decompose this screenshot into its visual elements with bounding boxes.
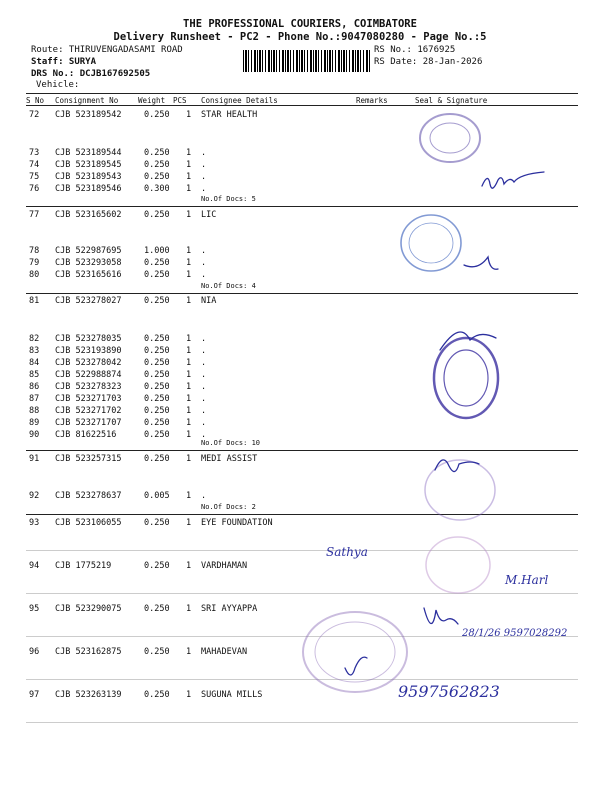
row-consignment-number: CJB 523193890 (55, 346, 122, 356)
row-sno: 81 (29, 296, 40, 306)
row-weight: 0.250 (144, 334, 170, 344)
row-consignment-number: CJB 523189546 (55, 184, 122, 194)
row-weight: 0.300 (144, 184, 170, 194)
stamp-icon (303, 612, 407, 692)
stamp-icon (420, 114, 480, 162)
row-sno: 84 (29, 358, 40, 368)
row-consignee: . (201, 418, 207, 428)
row-consignee: . (201, 184, 207, 194)
row-consignment-number: CJB 523278042 (55, 358, 122, 368)
row-rule (26, 593, 578, 594)
col-remarks: Remarks (356, 96, 388, 105)
barcode-icon (243, 50, 371, 72)
row-consignee: . (201, 270, 207, 280)
row-weight: 0.250 (144, 382, 170, 392)
row-weight: 0.250 (144, 148, 170, 158)
row-consignment-number: CJB 523189545 (55, 160, 122, 170)
row-sno: 75 (29, 172, 40, 182)
row-weight: 0.250 (144, 160, 170, 170)
row-sno: 80 (29, 270, 40, 280)
row-sno: 94 (29, 561, 40, 571)
row-consignment-number: CJB 523189543 (55, 172, 122, 182)
row-consignment-number: CJB 523271703 (55, 394, 122, 404)
group-rule (26, 206, 578, 207)
row-consignee: NIA (201, 296, 217, 306)
row-sno: 96 (29, 647, 40, 657)
signature-icon (482, 172, 544, 188)
stamp-icon (401, 215, 461, 271)
col-sno: S No (26, 96, 45, 105)
row-sno: 76 (29, 184, 40, 194)
row-weight: 0.250 (144, 604, 170, 614)
row-consignee: . (201, 382, 207, 392)
row-consignment-number: CJB 522988874 (55, 370, 122, 380)
docs-count: No.Of Docs: 10 (201, 439, 261, 447)
row-consignee: . (201, 148, 207, 158)
row-sno: 83 (29, 346, 40, 356)
row-sno: 93 (29, 518, 40, 528)
row-weight: 0.250 (144, 358, 170, 368)
row-consignee: SRI AYYAPPA (201, 604, 258, 614)
row-pcs: 1 (186, 647, 192, 657)
row-sno: 97 (29, 690, 40, 700)
col-consignment: Consignment No (55, 96, 119, 105)
row-pcs: 1 (186, 148, 192, 158)
group-rule (26, 450, 578, 451)
row-weight: 0.250 (144, 270, 170, 280)
row-consignee: VARDHAMAN (201, 561, 248, 571)
row-weight: 0.250 (144, 210, 170, 220)
row-consignee: LIC (201, 210, 217, 220)
row-weight: 0.250 (144, 110, 170, 120)
staff-label: Staff: SURYA (31, 57, 97, 67)
row-sno: 74 (29, 160, 40, 170)
rs-date: RS Date: 28-Jan-2026 (374, 57, 483, 67)
docs-count: No.Of Docs: 2 (201, 503, 256, 511)
row-weight: 0.250 (144, 346, 170, 356)
drs-number: DRS No.: DCJB167692505 (31, 69, 151, 79)
row-consignment-number: CJB 522987695 (55, 246, 122, 256)
row-pcs: 1 (186, 346, 192, 356)
row-sno: 73 (29, 148, 40, 158)
row-consignment-number: CJB 523271702 (55, 406, 122, 416)
row-sno: 87 (29, 394, 40, 404)
row-sno: 78 (29, 246, 40, 256)
group-rule (26, 514, 578, 515)
row-sno: 91 (29, 454, 40, 464)
row-pcs: 1 (186, 382, 192, 392)
row-consignee: . (201, 258, 207, 268)
row-consignment-number: CJB 523257315 (55, 454, 122, 464)
row-pcs: 1 (186, 454, 192, 464)
signature-icon (435, 460, 479, 472)
row-consignee: . (201, 370, 207, 380)
row-consignment-number: CJB 523189542 (55, 110, 122, 120)
row-consignment-number: CJB 1775219 (55, 561, 112, 571)
row-pcs: 1 (186, 491, 192, 501)
row-consignee: . (201, 172, 207, 182)
row-sno: 79 (29, 258, 40, 268)
row-sno: 86 (29, 382, 40, 392)
row-weight: 0.250 (144, 518, 170, 528)
row-pcs: 1 (186, 358, 192, 368)
row-consignment-number: CJB 523293058 (55, 258, 122, 268)
row-sno: 88 (29, 406, 40, 416)
row-consignment-number: CJB 81622516 (55, 430, 117, 440)
row-consignee: . (201, 430, 207, 440)
row-consignment-number: CJB 523271707 (55, 418, 122, 428)
row-pcs: 1 (186, 160, 192, 170)
row-consignment-number: CJB 523290075 (55, 604, 122, 614)
row-weight: 0.250 (144, 454, 170, 464)
row-weight: 0.005 (144, 491, 170, 501)
row-pcs: 1 (186, 246, 192, 256)
row-consignee: EYE FOUNDATION (201, 518, 273, 528)
row-weight: 0.250 (144, 418, 170, 428)
signature-date-phone: 28/1/26 9597028292 (462, 628, 568, 639)
row-consignee: SUGUNA MILLS (201, 690, 263, 700)
row-consignment-number: CJB 523278035 (55, 334, 122, 344)
row-consignee: MAHADEVAN (201, 647, 248, 657)
runsheet-company-title: THE PROFESSIONAL COURIERS, COIMBATORE (183, 18, 417, 30)
row-pcs: 1 (186, 418, 192, 428)
row-consignment-number: CJB 523278323 (55, 382, 122, 392)
row-consignment-number: CJB 523162875 (55, 647, 122, 657)
row-pcs: 1 (186, 394, 192, 404)
row-pcs: 1 (186, 518, 192, 528)
rs-number: RS No.: 1676925 (374, 45, 456, 55)
signature-icon (424, 608, 458, 624)
row-pcs: 1 (186, 296, 192, 306)
row-consignment-number: CJB 523165616 (55, 270, 122, 280)
row-consignee: . (201, 394, 207, 404)
row-weight: 0.250 (144, 690, 170, 700)
row-sno: 90 (29, 430, 40, 440)
row-consignee: . (201, 246, 207, 256)
row-weight: 0.250 (144, 172, 170, 182)
row-consignee: . (201, 358, 207, 368)
signature-phone: 9597562823 (398, 682, 500, 701)
docs-count: No.Of Docs: 5 (201, 195, 256, 203)
row-weight: 0.250 (144, 647, 170, 657)
row-sno: 92 (29, 491, 40, 501)
row-weight: 0.250 (144, 258, 170, 268)
signature-icon (440, 332, 496, 350)
row-consignee: . (201, 334, 207, 344)
row-weight: 1.000 (144, 246, 170, 256)
row-weight: 0.250 (144, 430, 170, 440)
stamp-icon (426, 537, 490, 593)
row-consignment-number: CJB 523189544 (55, 148, 122, 158)
row-weight: 0.250 (144, 394, 170, 404)
signature-sathya: Sathya (326, 545, 368, 559)
row-weight: 0.250 (144, 406, 170, 416)
row-pcs: 1 (186, 258, 192, 268)
row-pcs: 1 (186, 604, 192, 614)
row-consignee: STAR HEALTH (201, 110, 258, 120)
row-weight: 0.250 (144, 370, 170, 380)
row-consignment-number: CJB 523106055 (55, 518, 122, 528)
row-sno: 95 (29, 604, 40, 614)
row-rule (26, 550, 578, 551)
row-sno: 82 (29, 334, 40, 344)
row-pcs: 1 (186, 370, 192, 380)
row-sno: 77 (29, 210, 40, 220)
row-consignee: . (201, 491, 207, 501)
row-sno: 89 (29, 418, 40, 428)
row-pcs: 1 (186, 110, 192, 120)
row-weight: 0.250 (144, 296, 170, 306)
signature-mharl: M.Harl (505, 573, 549, 587)
row-pcs: 1 (186, 690, 192, 700)
row-pcs: 1 (186, 406, 192, 416)
row-consignment-number: CJB 523278637 (55, 491, 122, 501)
header-bottom-rule (26, 105, 578, 106)
row-pcs: 1 (186, 172, 192, 182)
row-consignment-number: CJB 523278027 (55, 296, 122, 306)
signature-icon (464, 257, 498, 269)
row-pcs: 1 (186, 210, 192, 220)
row-consignee: . (201, 346, 207, 356)
row-pcs: 1 (186, 430, 192, 440)
signature-icon (345, 657, 367, 675)
header-top-rule (26, 93, 578, 94)
row-sno: 72 (29, 110, 40, 120)
col-consignee: Consignee Details (201, 96, 278, 105)
vehicle-label: Vehicle: (36, 80, 80, 90)
row-rule (26, 679, 578, 680)
row-weight: 0.250 (144, 561, 170, 571)
docs-count: No.Of Docs: 4 (201, 282, 256, 290)
row-consignee: MEDI ASSIST (201, 454, 258, 464)
row-consignee: . (201, 406, 207, 416)
col-weight: Weight (138, 96, 166, 105)
row-consignment-number: CJB 523165602 (55, 210, 122, 220)
row-sno: 85 (29, 370, 40, 380)
row-pcs: 1 (186, 561, 192, 571)
group-rule (26, 293, 578, 294)
col-seal: Seal & Signature (415, 96, 488, 105)
row-pcs: 1 (186, 334, 192, 344)
stamp-icon (434, 338, 498, 418)
route-label: Route: THIRUVENGADASAMI ROAD (31, 45, 183, 55)
col-pcs: PCS (173, 96, 187, 105)
row-rule (26, 722, 578, 723)
row-rule (26, 636, 578, 637)
row-pcs: 1 (186, 270, 192, 280)
row-pcs: 1 (186, 184, 192, 194)
stamp-icon (425, 460, 495, 520)
runsheet-subtitle: Delivery Runsheet - PC2 - Phone No.:9047080280 - Page No.:5 (113, 31, 487, 43)
row-consignee: . (201, 160, 207, 170)
row-consignment-number: CJB 523263139 (55, 690, 122, 700)
